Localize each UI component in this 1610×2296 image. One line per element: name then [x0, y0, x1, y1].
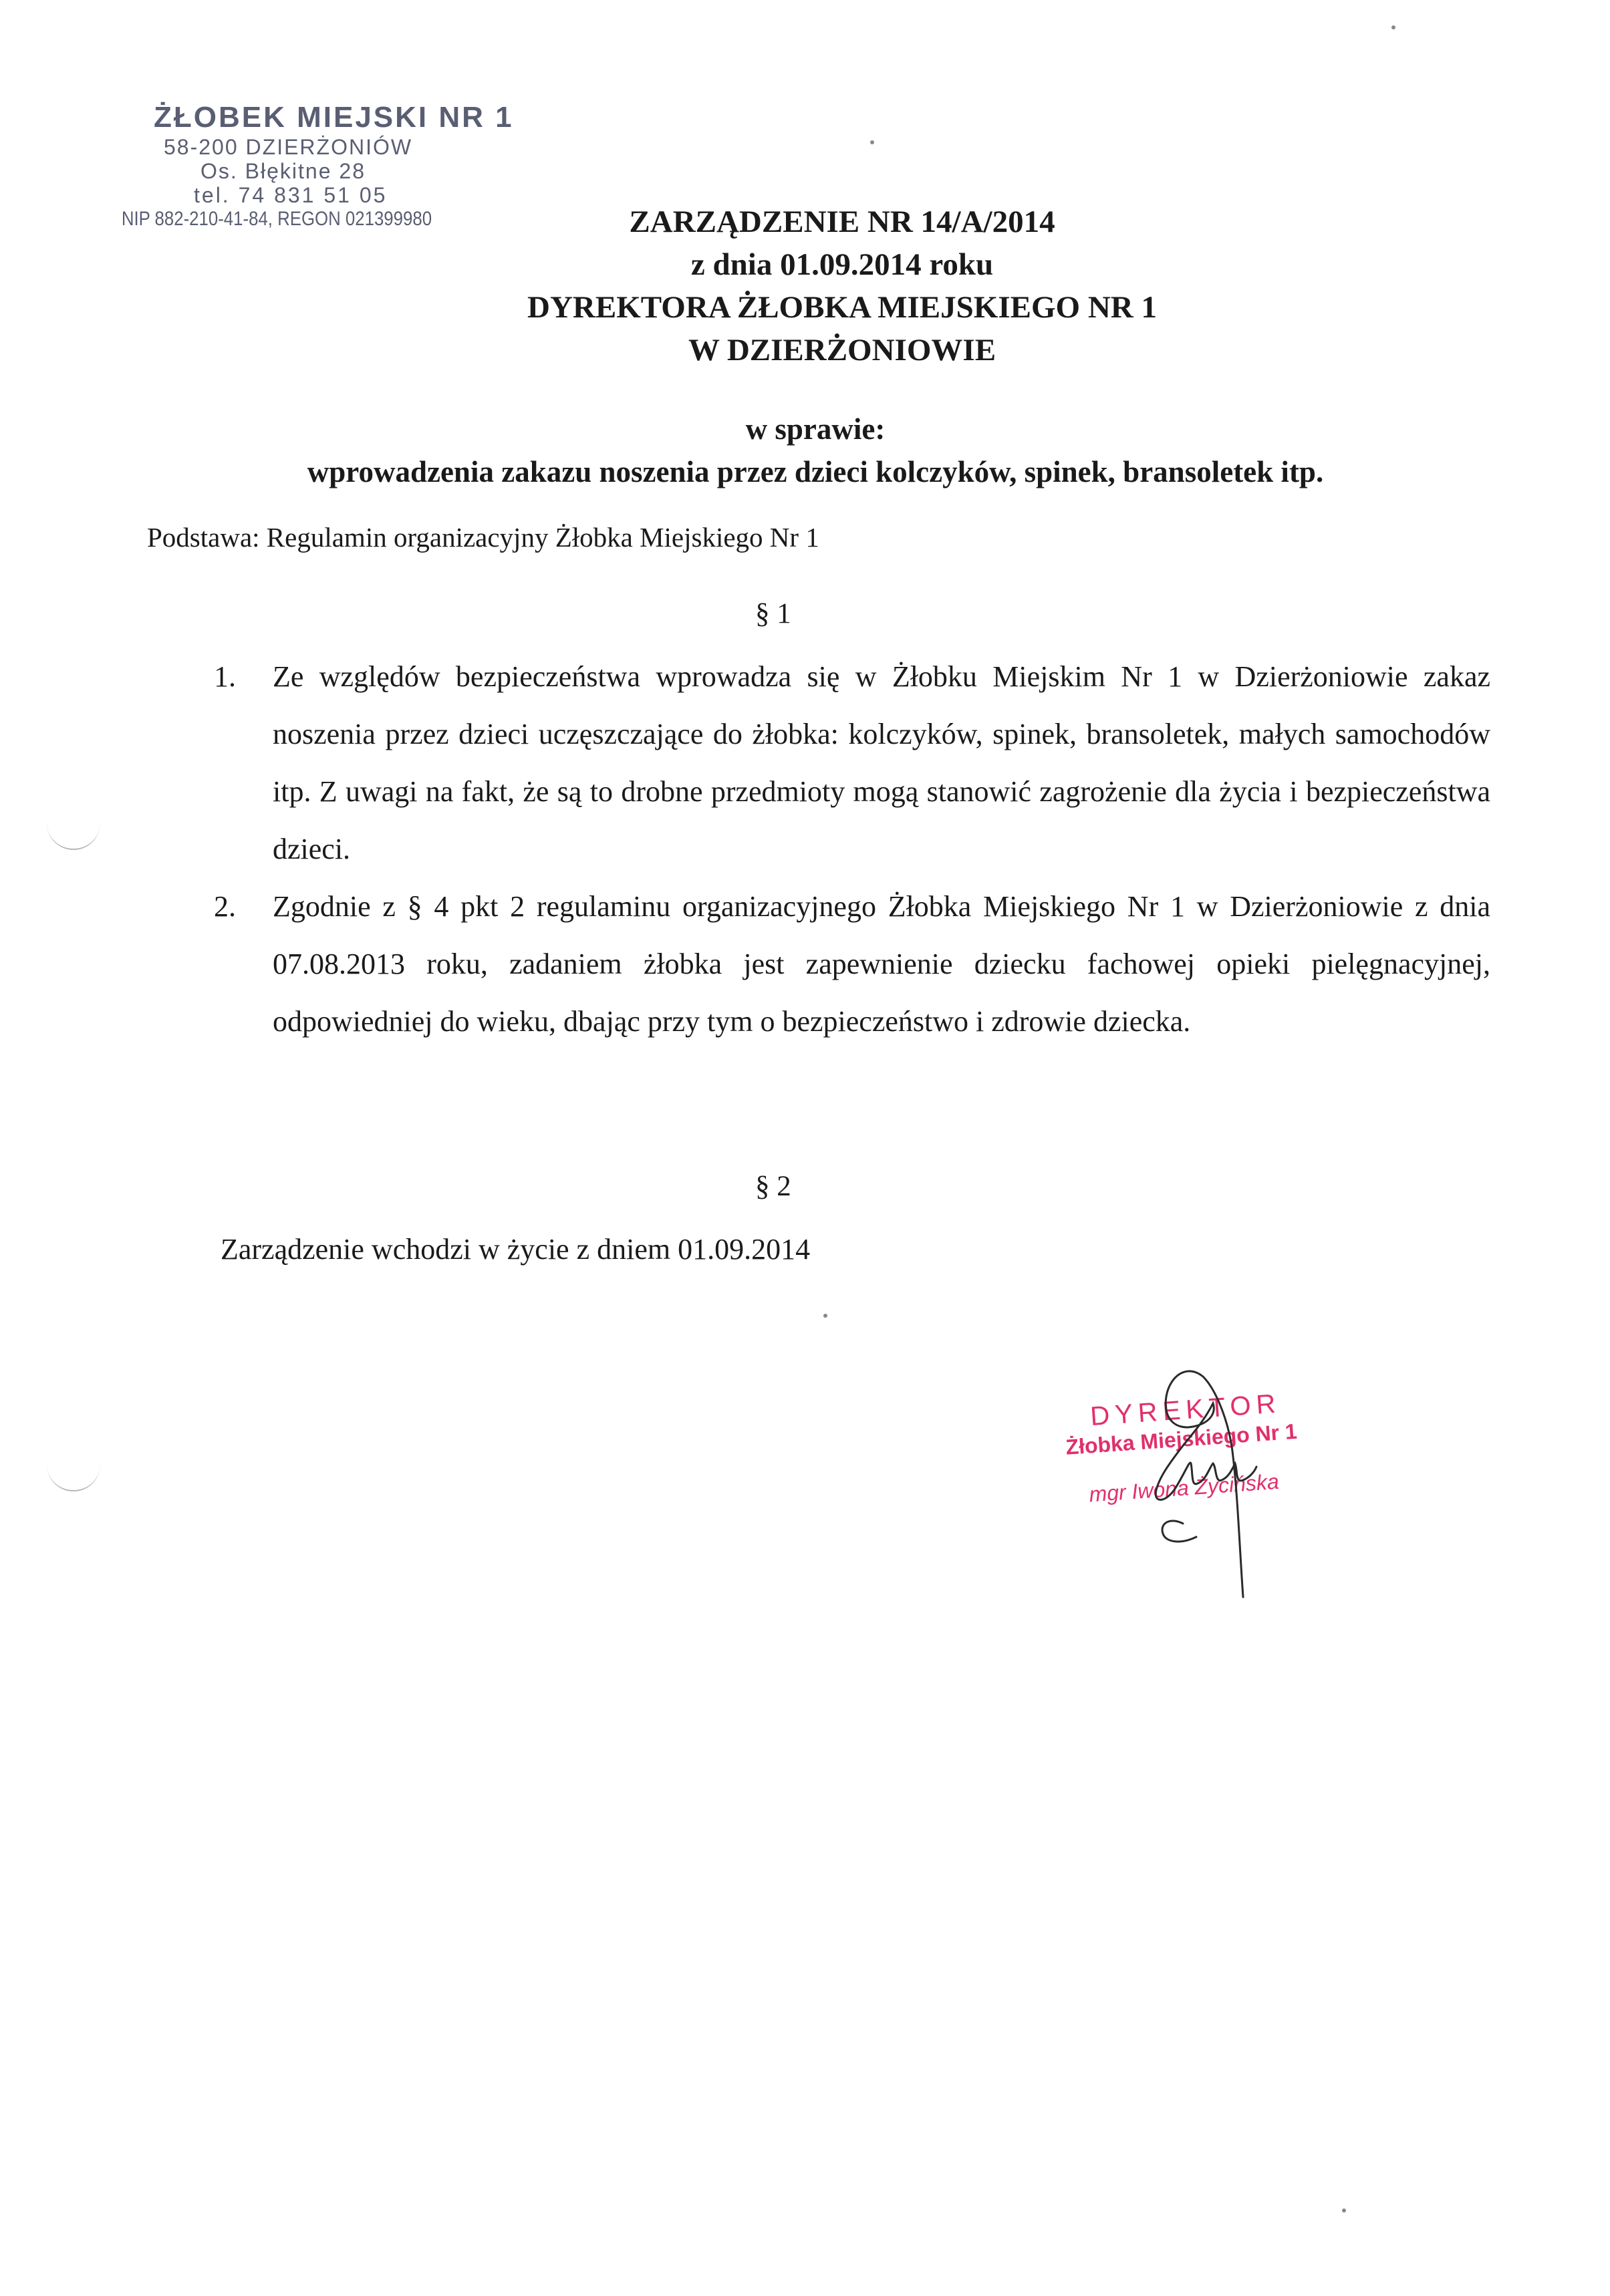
list-item: [214, 648, 1490, 878]
document-title: ZARZĄDZENIE NR 14/A/2014: [629, 204, 1055, 239]
handwritten-signature: [1043, 1350, 1350, 1630]
document-issuer-city: W DZIERŻONIOWIE: [688, 333, 996, 368]
director-stamp-name: mgr Iwona Życińska: [1088, 1469, 1280, 1507]
scan-speck: [1391, 25, 1395, 29]
list-item-text: Zgodnie z § 4 pkt 2 regulaminu organizacyjnego Żłobka Miejskiego Nr 1 w Dzierżoniowie z dnia 07.08.2013 roku, zadaniem żłobka jest zapewnienie dziecku fachowej opieki pielęgnacyjnej, odpowiedniej do wieku, dbając przy tym o bezpieczeństwo i zdrowie dziecka.: [273, 890, 1490, 1038]
stamp-line-ids: NIP 882-210-41-84, REGON 021399980: [121, 208, 432, 230]
director-stamp-institution: Żłobka Miejskiego Nr 1: [1065, 1419, 1298, 1459]
section-2-text: Zarządzenie wchodzi w życie z dniem 01.09.2014: [221, 1233, 811, 1266]
topic-label: w sprawie:: [745, 412, 886, 446]
document-header: [374, 200, 1310, 372]
document-topic: [134, 408, 1497, 493]
list-item-number: 1.: [214, 660, 236, 693]
list-item: [214, 878, 1490, 1050]
stamp-line-city: 58-200 DZIERŻONIÓW: [164, 135, 413, 159]
section-2-title: § 2: [755, 1171, 791, 1202]
punch-hole-mark: [47, 822, 100, 850]
director-stamp-title: DYREKTOR: [1089, 1389, 1282, 1432]
list-item-number: 2.: [214, 890, 236, 923]
stamp-line-name: ŻŁOBEK MIEJSKI NR 1: [154, 101, 514, 134]
legal-basis: Podstawa: Regulamin organizacyjny Żłobka Miejskiego Nr 1: [147, 522, 819, 553]
document-issuer: DYREKTORA ŻŁOBKA MIEJSKIEGO NR 1: [527, 290, 1157, 325]
scan-speck: [1342, 2208, 1346, 2212]
section-1-title: § 1: [755, 598, 791, 629]
document-date: z dnia 01.09.2014 roku: [690, 247, 994, 282]
punch-hole-mark: [47, 1463, 100, 1491]
topic-text: wprowadzenia zakazu noszenia przez dzieci kolczyków, spinek, bransoletek itp.: [307, 455, 1324, 488]
scan-speck: [870, 140, 874, 144]
signature-block: [1043, 1350, 1350, 1630]
section-1-list: [214, 648, 1490, 1050]
stamp-line-address: Os. Błękitne 28: [200, 159, 366, 183]
scan-speck: [823, 1314, 827, 1318]
list-item-text: Ze względów bezpieczeństwa wprowadza się w Żłobku Miejskim Nr 1 w Dzierżoniowie zakaz noszenia przez dzieci uczęszczające do żłobka: kolczyków, spinek, bransoletek, małych samochodów itp. Z uwagi na fakt, że są to drobne przedmioty mogą stanowić zagrożenie dla życia i bezpieczeństwa dzieci.: [273, 660, 1490, 865]
stamp-line-phone: tel. 74 831 51 05: [194, 183, 388, 207]
